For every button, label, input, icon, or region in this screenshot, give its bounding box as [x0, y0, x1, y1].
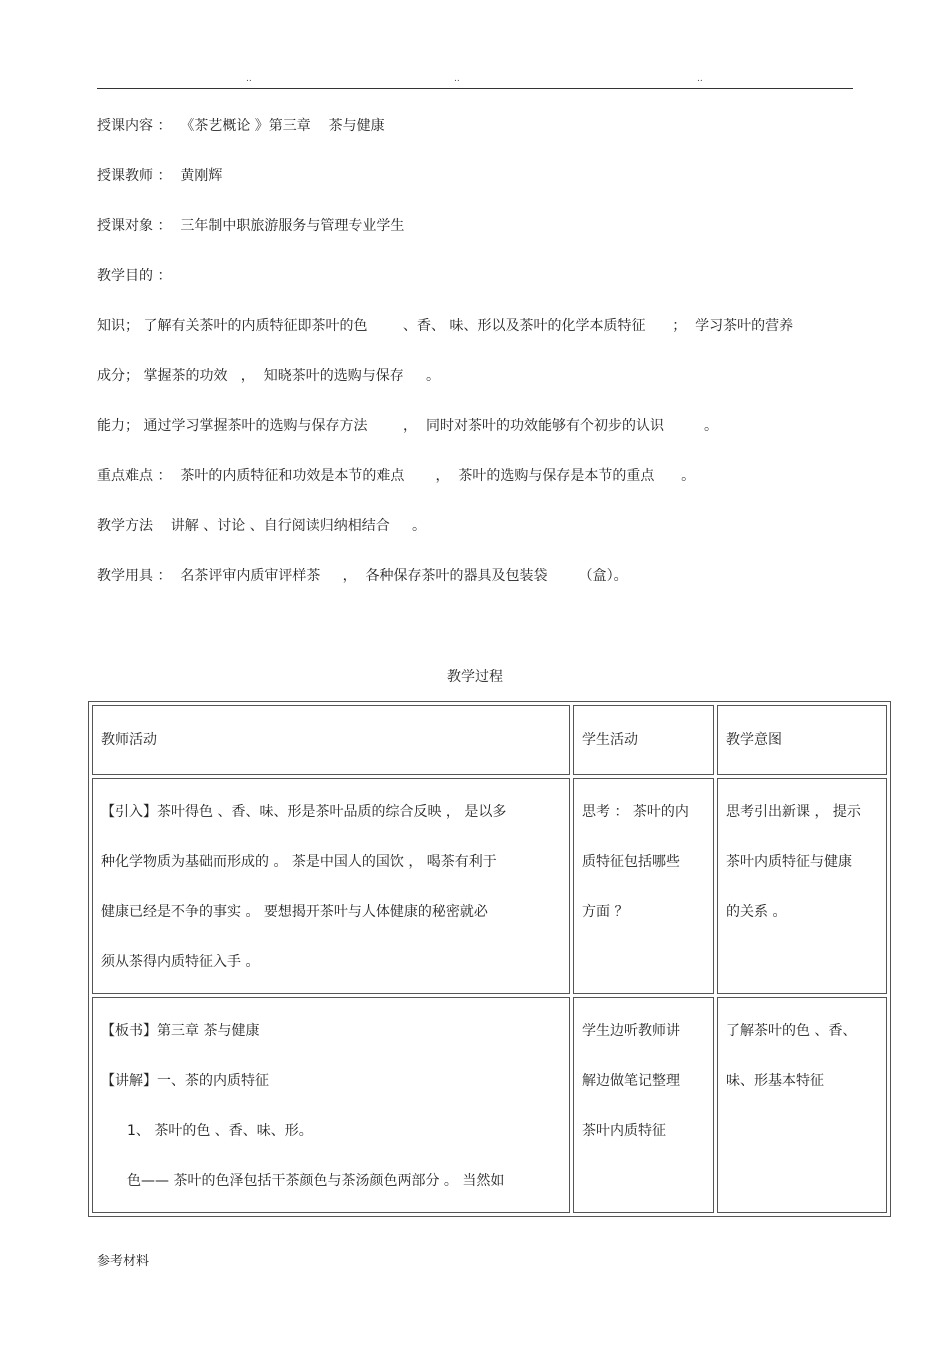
lesson-teacher: 授课教师 ： 黄刚辉 [97, 168, 223, 184]
footer-reference: 参考材料 [97, 1254, 150, 1269]
cell-line: 解边做笔记整理 [582, 1073, 680, 1089]
cell-line: 的关系 。 [726, 904, 787, 920]
cell-line: 味、形基本特征 [726, 1073, 824, 1089]
header-teaching-intent: 教学意图 [717, 705, 887, 775]
student-activity-cell [573, 997, 714, 1213]
cell-line: 思考引出新课 ， 提示 [726, 804, 861, 820]
cell-line: 了解茶叶的色 、香、 [726, 1023, 857, 1039]
cell-line: 种化学物质为基础而形成的 。 茶是中国人的国饮 ， 喝茶有利于 [101, 854, 497, 870]
header-teacher-activity: 教师活动 [92, 705, 570, 775]
teacher-activity-cell [92, 778, 570, 994]
cell-line: 质特征包括哪些 [582, 854, 680, 870]
cell-line: 【讲解】一、茶的内质特征 [101, 1073, 269, 1089]
cell-line: 【引入】茶叶得色 、香、味、形是茶叶品质的综合反映 ， 是以多 [101, 804, 507, 820]
student-activity-cell [573, 778, 714, 994]
knowledge-goal-line2: 成分； 掌握茶的功效 ， 知晓茶叶的选购与保存 。 [97, 368, 440, 384]
header-student-activity: 学生活动 [573, 705, 714, 775]
cell-line: 色—— 茶叶的色泽包括干茶颜色与茶汤颜色两部分 。 当然如 [127, 1173, 505, 1189]
teacher-activity-cell [92, 997, 570, 1213]
table-header-row [92, 705, 887, 775]
header-rule [97, 88, 853, 89]
key-points: 重点难点 ： 茶叶的内质特征和功效是本节的难点 ， 茶叶的选购与保存是本节的重点 。 [97, 468, 696, 484]
ability-goal: 能力； 通过学习掌握茶叶的选购与保存方法 ， 同时对茶叶的功效能够有个初步的认识 。 [97, 418, 719, 434]
header-dots: .. [697, 74, 703, 84]
header-dots: .. [454, 74, 460, 84]
teaching-goal-label: 教学目的 ： [97, 268, 172, 284]
cell-line: 学生边听教师讲 [582, 1023, 680, 1039]
cell-line: 【板书】第三章 茶与健康 [101, 1023, 260, 1039]
process-table [88, 701, 891, 1217]
cell-line: 茶叶内质特征与健康 [726, 854, 852, 870]
cell-line: 健康已经是不争的事实 。 要想揭开茶叶与人体健康的秘密就必 [101, 904, 488, 920]
teaching-tools: 教学用具 ： 名茶评审内质审评样茶 ， 各种保存茶叶的器具及包装袋 （盒）。 [97, 568, 628, 584]
process-title: 教学过程 [447, 669, 503, 685]
cell-line: 须从茶得内质特征入手 。 [101, 954, 260, 970]
header-dots: .. [246, 74, 252, 84]
cell-line: 思考 ： 茶叶的内 [582, 804, 689, 820]
cell-line: 方面 ？ [582, 904, 629, 920]
teaching-intent-cell [717, 778, 887, 994]
teaching-method: 教学方法 讲解 、讨论 、自行阅读归纳相结合 。 [97, 518, 426, 534]
lesson-audience: 授课对象 ： 三年制中职旅游服务与管理专业学生 [97, 218, 405, 234]
table-row [92, 997, 887, 1213]
knowledge-goal-line1: 知识； 了解有关茶叶的内质特征即茶叶的色 、香、 味、形以及茶叶的化学本质特征 ； 学习茶叶的营养 [97, 318, 794, 334]
table-row [92, 778, 887, 994]
teaching-intent-cell [717, 997, 887, 1213]
lesson-content: 授课内容 ： 《茶艺概论 》第三章 茶与健康 [97, 118, 385, 134]
cell-line: 1、 茶叶的色 、香、味、形。 [127, 1123, 313, 1139]
cell-line: 茶叶内质特征 [582, 1123, 666, 1139]
